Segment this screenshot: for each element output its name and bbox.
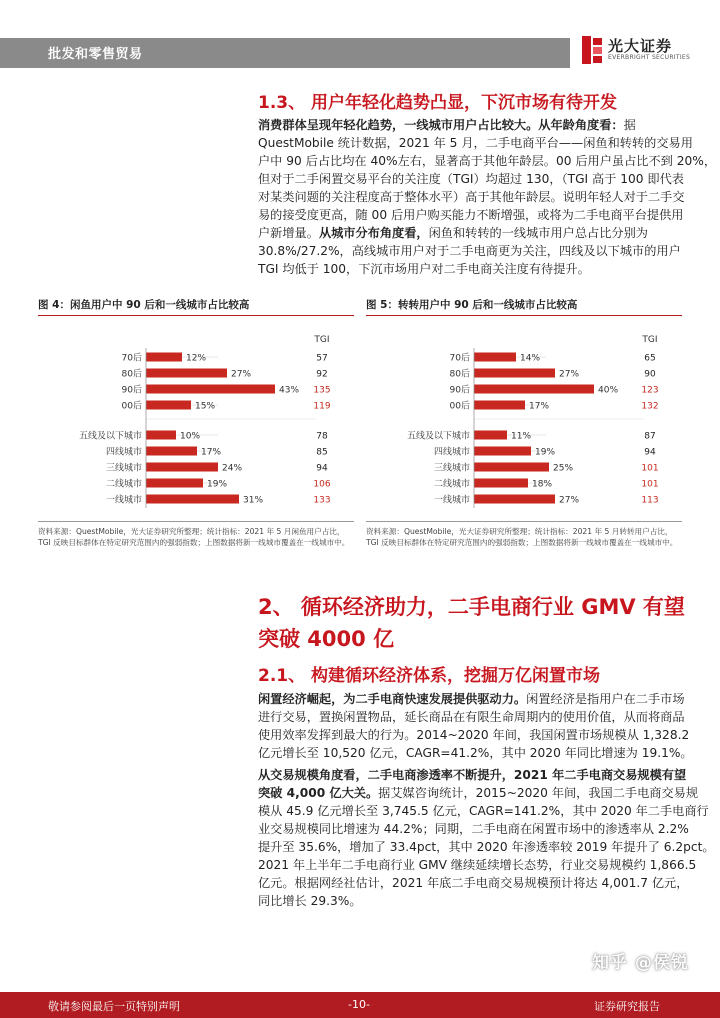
category-label: 70后 [121, 353, 142, 364]
section-2-1-p1-line [258, 744, 693, 762]
section-2-1-p2-text: 业交易规模同比增速为 44.2%；同期，二手电商在闲置市场中的渗透率从 2.2% [258, 822, 689, 836]
bar [474, 353, 516, 362]
fig4-source: 资料来源：QuestMobile，光大证券研究所整理；统计指标：2021 年 5 月闲鱼用户占比，TGI 反映目标群体在特定研究范围内的强弱指数；上图数据将新一线城市覆盖在一线城市中。 [38, 527, 350, 547]
footer-disclaimer: 敬请参阅最后一页特别声明 [48, 1000, 180, 1013]
section-2-1-p2-line [258, 802, 709, 820]
section-2-1-p2-text: 据艾媒咨询统计，2015~2020 年间，我国二手电商交易规 [378, 786, 699, 800]
section-2-1-p1-text: 使用效率发挥到最大的行为。2014~2020 年间，我国闲置市场规模从 1,328.2 [258, 728, 690, 742]
section-2-1-p2-bold: 从交易规模角度看，二手电商渗透率不断提升，2021 年二手电商交易规模有望 [258, 768, 687, 782]
section-1-3-line [258, 260, 682, 278]
category-label: 二线城市 [105, 479, 142, 490]
section-2-1-p1-text: 进行交易，置换闲置物品，延长商品在有限生命周期内的使用价值，从而将商品 [258, 710, 685, 724]
brand-logo-icon [582, 36, 602, 64]
bar [146, 369, 227, 378]
section-1-3-line [258, 152, 717, 170]
section-2-1-p2-line [258, 874, 689, 892]
section-2-1-p1-line [258, 726, 690, 744]
section-1-3-line [258, 188, 685, 206]
tgi-value: 101 [641, 479, 659, 490]
data-label: 40% [598, 385, 619, 396]
tgi-value: 132 [641, 401, 659, 412]
data-label: 43% [279, 385, 300, 396]
bar [474, 401, 525, 410]
category-label: 三线城市 [105, 463, 142, 474]
section-1-3-text: TGI 均低于 100，下沉市场用户对二手电商关注度有待提升。 [258, 262, 590, 276]
fig4-rule [38, 315, 354, 316]
category-label: 80后 [449, 369, 470, 380]
bar [474, 369, 555, 378]
data-label: 19% [535, 447, 556, 458]
brand-name: 光大证券 [608, 37, 673, 55]
section-2-1-p2-line [258, 820, 689, 838]
section-1-3-text: 对某类问题的关注程度高于整体水平）高于其他年龄层。说明年轻人对于二手交 [258, 190, 685, 204]
bar [146, 479, 203, 488]
section-1-3-text: 30.8%/27.2%，高线城市用户对于二手电商更为关注，四线及以下城市的用户 [258, 244, 681, 258]
bar [146, 463, 218, 472]
tgi-header: TGI [642, 335, 658, 345]
data-label: 10% [180, 431, 201, 442]
section-1-3-bold: 从城市分布角度看， [318, 226, 429, 240]
bar [146, 447, 197, 456]
data-label: 31% [243, 495, 264, 506]
section-2-1-paragraph-1 [258, 690, 693, 762]
category-label: 90后 [121, 385, 142, 396]
section-1-3-text: QuestMobile 统计数据，2021 年 5 月，二手电商平台——闲鱼和转转的交易用 [258, 136, 693, 150]
section-2-1-p1-bold: 闲置经济崛起，为二手电商快速发展提供驱动力。 [258, 692, 527, 706]
data-label: 12% [186, 353, 207, 364]
category-label: 四线城市 [105, 447, 142, 458]
category-label: 一线城市 [105, 495, 142, 506]
data-label: 19% [207, 479, 228, 490]
fig5-source: 资料来源：QuestMobile，光大证券研究所整理；统计指标：2021 年 5 月转转用户占比，TGI 反映目标群体在特定研究范围内的强弱指数；上图数据将新一线城市覆盖在一线城市中。 [366, 527, 678, 547]
section-1-3-text: 易的接受度更高，随 00 后用户购买能力不断增强，或将为二手电商平台提供用 [258, 208, 684, 222]
section-1-3-text: 闲鱼和转转的一线城市用户总占比分别为 [428, 226, 648, 240]
tgi-value: 119 [313, 401, 331, 412]
category-label: 四线城市 [433, 447, 470, 458]
section-2-1-p1-text: 亿元增长至 10,520 亿元，CAGR=41.2%，其中 2020 年同比增速为 19.1%。 [258, 746, 693, 760]
section-2-1-p2-line [258, 892, 682, 910]
bar [474, 463, 549, 472]
data-label: 18% [532, 479, 553, 490]
bar [474, 447, 531, 456]
section-2-1-p1-line [258, 708, 685, 726]
data-label: 17% [529, 401, 550, 412]
tgi-value: 90 [644, 369, 656, 380]
sector-label: 批发和零售贸易 [48, 47, 143, 62]
section-2-1-p2-line [258, 784, 699, 802]
category-label: 90后 [449, 385, 470, 396]
section-2-1-p2-text: 亿元。根据网经社估计，2021 年底二手电商交易规模预计将达 4,001.7 亿元， [258, 876, 689, 890]
bar [474, 479, 528, 488]
section-2-1-p2-text: 提升至 35.6%，增加了 33.4pct，其中 2020 年渗透率较 2019 年提升了 6.2pct。 [258, 840, 715, 854]
section-1-3-line [258, 170, 682, 188]
section-2-1-p2-text: 同比增长 29.3%。 [258, 894, 362, 908]
page-number: -10- [348, 998, 370, 1011]
category-label: 00后 [121, 401, 142, 412]
section-2-1-p2-line [258, 766, 687, 784]
category-label: 80后 [121, 369, 142, 380]
watermark: 知乎 @侯锐 [592, 953, 689, 973]
tgi-value: 57 [316, 353, 328, 364]
bar [474, 385, 594, 394]
section-2-1-p2-line [258, 856, 697, 874]
data-label: 24% [222, 463, 243, 474]
data-label: 14% [520, 353, 541, 364]
data-label: 17% [201, 447, 222, 458]
footer-report-type: 证券研究报告 [594, 1000, 660, 1013]
section-2-1-p2-bold: 突破 4,000 亿大关。 [258, 786, 379, 800]
section-2-1-paragraph-2 [258, 766, 715, 910]
section-1-3-text: 据 [623, 118, 636, 132]
tgi-value: 113 [641, 495, 659, 506]
section-2-1-heading: 2.1、 构建循环经济体系，挖掘万亿闲置市场 [258, 666, 601, 686]
category-label: 70后 [449, 353, 470, 364]
bar [146, 495, 239, 504]
tgi-value: 94 [316, 463, 328, 474]
section-2-1-p2-line [258, 838, 715, 856]
section-1-3-line [258, 224, 682, 242]
fig5-chart [366, 322, 682, 518]
tgi-value: 133 [313, 495, 331, 506]
bar [146, 385, 275, 394]
fig5-rule [366, 315, 682, 316]
section-2-1-p2-text: 2021 年上半年二手电商行业 GMV 继续延续增长态势，行业交易规模约 1,866.5 [258, 858, 697, 872]
section-2-heading-line1: 2、 循环经济助力，二手电商行业 GMV 有望 [258, 595, 685, 619]
tgi-value: 101 [641, 463, 659, 474]
tgi-value: 85 [316, 447, 328, 458]
section-1-3-text: 户新增量。 [258, 226, 319, 240]
data-label: 25% [553, 463, 574, 474]
section-1-3-line [258, 116, 682, 134]
bar [146, 401, 191, 410]
section-2-1-p1-line [258, 690, 685, 708]
tgi-value: 135 [313, 385, 331, 396]
data-label: 27% [231, 369, 252, 380]
data-label: 27% [559, 495, 580, 506]
fig4-bottom-rule [38, 521, 354, 522]
section-2-1-p1-text: 闲置经济是指用户在二手市场 [526, 692, 685, 706]
data-label: 11% [511, 431, 532, 442]
section-1-3-text: 户中 90 后占比均在 40%左右，显著高于其他年龄层。00 后用户虽占比不到 20%， [258, 154, 717, 168]
tgi-value: 92 [316, 369, 328, 380]
tgi-value: 123 [641, 385, 659, 396]
category-label: 00后 [449, 401, 470, 412]
tgi-value: 106 [313, 479, 331, 490]
tgi-value: 78 [316, 431, 328, 442]
bar [146, 431, 176, 440]
category-label: 五线及以下城市 [406, 431, 470, 442]
brand-name-en: EVERBRIGHT SECURITIES [608, 54, 691, 61]
category-label: 三线城市 [433, 463, 470, 474]
section-1-3-bold: 消费群体呈现年轻化趋势，一线城市用户占比较大。从年龄角度看： [258, 118, 624, 132]
section-1-3-heading: 1.3、 用户年轻化趋势凸显，下沉市场有待开发 [258, 93, 618, 113]
section-1-3-paragraph [258, 116, 717, 278]
bar [474, 495, 555, 504]
tgi-value: 94 [644, 447, 656, 458]
section-1-3-line [258, 206, 682, 224]
footer-band [0, 992, 720, 1018]
bar [474, 431, 507, 440]
category-label: 五线及以下城市 [78, 431, 142, 442]
brand-logo [570, 30, 720, 72]
fig4-chart [38, 322, 354, 518]
section-1-3-line [258, 134, 693, 152]
fig5-bottom-rule [366, 521, 682, 522]
tgi-value: 87 [644, 431, 656, 442]
tgi-value: 65 [644, 353, 656, 364]
data-label: 27% [559, 369, 580, 380]
bar [146, 353, 182, 362]
section-2-heading-line2: 突破 4000 亿 [258, 627, 395, 651]
data-label: 15% [195, 401, 216, 412]
category-label: 一线城市 [433, 495, 470, 506]
section-2-1-p2-text: 模从 45.9 亿元增长至 3,745.5 亿元，CAGR=141.2%，其中 2020 年二手电商行 [258, 804, 709, 818]
section-1-3-line [258, 242, 682, 260]
tgi-header: TGI [314, 335, 330, 345]
fig4-title: 图 4：闲鱼用户中 90 后和一线城市占比较高 [38, 299, 250, 311]
section-1-3-text: 但对于二手闲置交易平台的关注度（TGI）均超过 130，（TGI 高于 100 即代表 [258, 172, 684, 186]
category-label: 二线城市 [433, 479, 470, 490]
fig5-title: 图 5：转转用户中 90 后和一线城市占比较高 [366, 299, 578, 311]
